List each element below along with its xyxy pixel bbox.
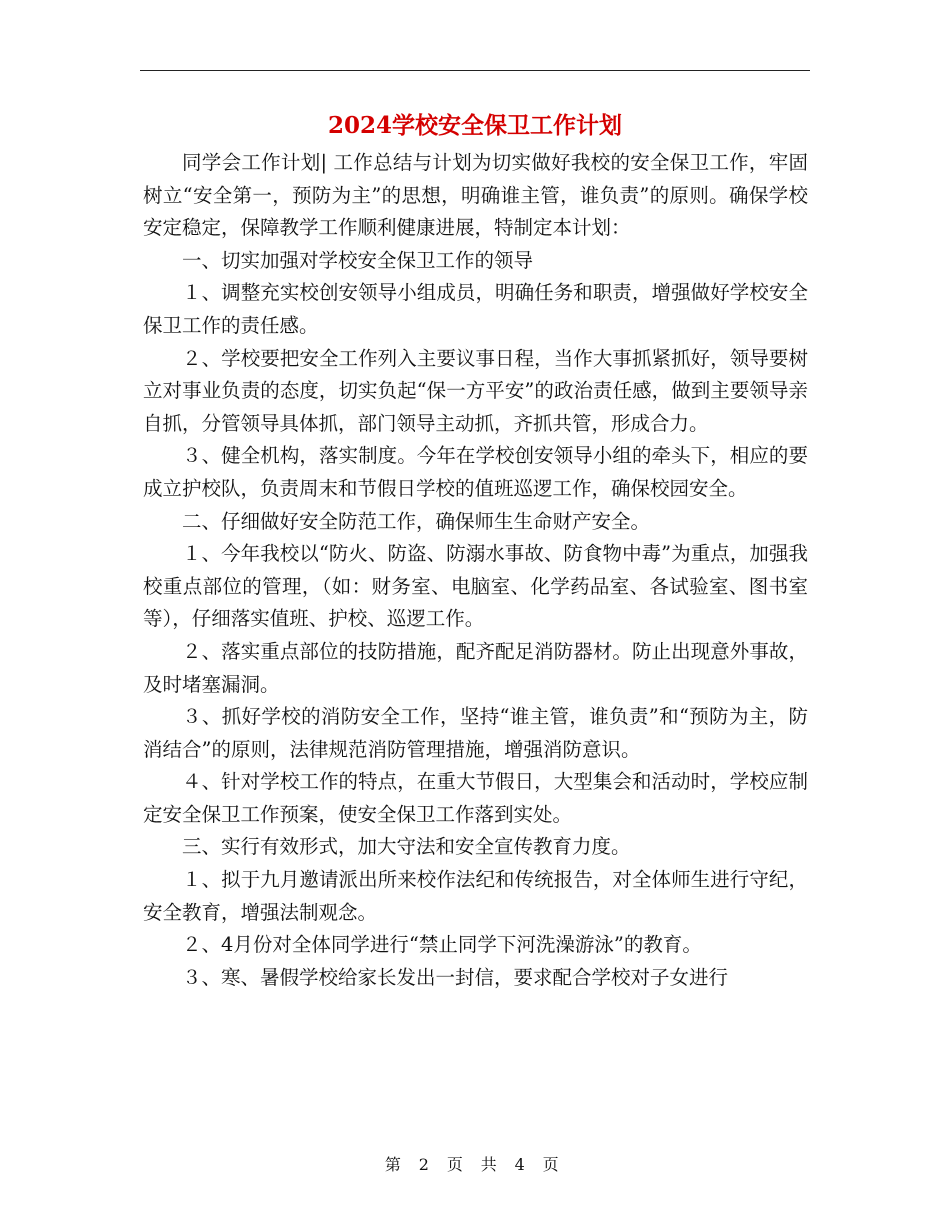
document-title: 2024学校安全保卫工作计划	[327, 112, 622, 139]
paragraph-3-1: １、拟于九月邀请派出所来校作法纪和传统报告，对全体师生进行守纪，安全教育，增强法制观念。	[143, 868, 808, 924]
paragraph-1-2: ２、学校要把安全工作列入主要议事日程，当作大事抓紧抓好，领导要树立对事业负责的态度，切实负起“保一方平安”的政治责任感，做到主要领导亲自抓，分管领导具体抓，部门领导主动抓，齐抓共管，形成合力。	[143, 346, 808, 435]
paragraph-1-3: ３、健全机构，落实制度。今年在学校创安领导小组的牵头下，相应的要成立护校队，负责周末和节假日学校的值班巡逻工作，确保校园安全。	[143, 444, 808, 500]
paragraph-2-4: ４、针对学校工作的特点，在重大节假日，大型集会和活动时，学校应制定安全保卫工作预案，使安全保卫工作落到实处。	[143, 770, 808, 826]
paragraph-1-1: １、调整充实校创安领导小组成员，明确任务和职责，增强做好学校安全保卫工作的责任感。	[143, 281, 808, 337]
paragraph-2-2: ２、落实重点部位的技防措施，配齐配足消防器材。防止出现意外事故，及时堵塞漏洞。	[143, 639, 808, 696]
paragraph-2-1: １、今年我校以“防火、防盗、防溺水事故、防食物中毒”为重点，加强我校重点部位的管理，（如：财务室、电脑室、化学药品室、各试验室、图书室等），仔细落实值班、护校、巡逻工作。	[143, 542, 808, 631]
paragraph-3-2: ２、4月份对全体同学进行“禁止同学下河洗澡游泳”的教育。	[182, 933, 702, 957]
paragraph-intro: 同学会工作计划| 工作总结与计划为切实做好我校的安全保卫工作，牢固树立“安全第一，预防为主”的思想，明确谁主管，谁负责”的原则。确保学校安定稳定，保障教学工作顺利健康进展，特制定本计划：	[143, 151, 808, 240]
header-rule	[140, 70, 810, 71]
section-heading-1: 一、切实加强对学校安全保卫工作的领导	[182, 248, 534, 272]
page-footer: 第 2 页 共 4 页	[384, 1155, 566, 1174]
section-heading-3: 三、实行有效形式，加大守法和安全宣传教育力度。	[182, 835, 631, 859]
section-heading-2: 二、仔细做好安全防范工作，确保师生生命财产安全。	[182, 509, 651, 533]
document-body	[143, 147, 808, 994]
paragraph-3-3: ３、寒、暑假学校给家长发出一封信，要求配合学校对子女进行	[182, 965, 729, 989]
paragraph-2-3: ３、抓好学校的消防安全工作，坚持“谁主管，谁负责”和“预防为主，防消结合”的原则，法律规范消防管理措施，增强消防意识。	[143, 705, 808, 761]
